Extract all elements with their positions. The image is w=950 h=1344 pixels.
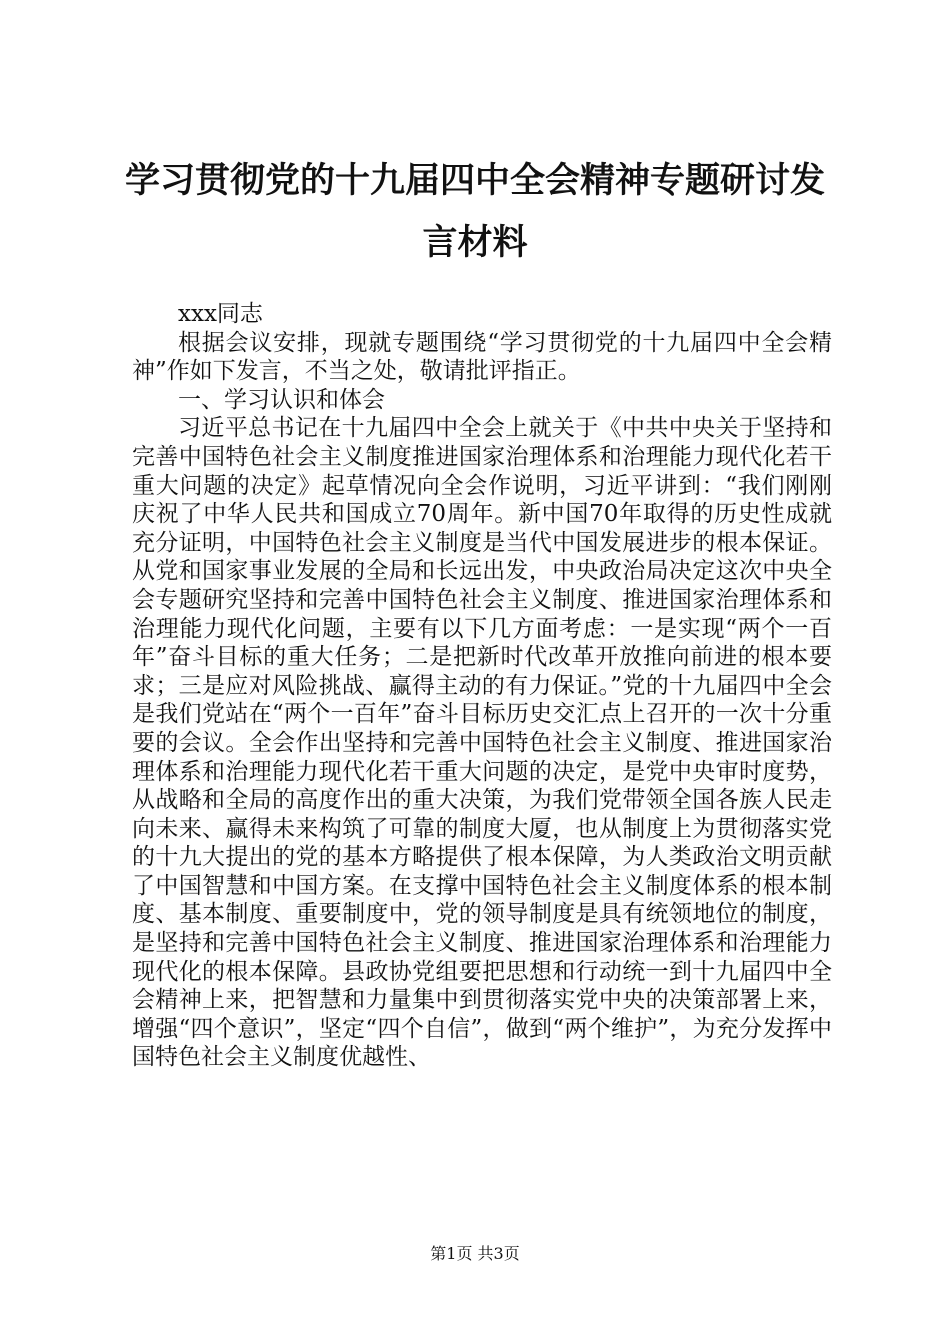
body-paragraph: 习近平总书记在十九届四中全会上就关于《中共中央关于坚持和完善中国特色社会主义制度推进国家治理体系和治理能力现代化若干重大问题的决定》起草情况向全会作说明，习近平讲到：“我们刚刚庆祝了中华人民共和国成立70周年。新中国70年取得的历史性成就充分证明，中国特色社会主义制度是当代中国发展进步的根本保证。从党和国家事业发展的全局和长远出发，中央政治局决定这次中央全会专题研究坚持和完善中国特色社会主义制度、推进国家治理体系和治理能力现代化问题，主要有以下几方面考虑：一是实现“两个一百年”奋斗目标的重大任务；二是把新时代改革开放推向前进的根本要求；三是应对风险挑战、赢得主动的有力保证。”党的十九届四中全会是我们党站在“两个一百年”奋斗目标历史交汇点上召开的一次十分重要的会议。全会作出坚持和完善中国特色社会主义制度、推进国家治理体系和治理能力现代化若干重大问题的决定，是党中央审时度势，从战略和全局的高度作出的重大决策，为我们党带领全国各族人民走向未来、赢得未来构筑了可靠的制度大厦，也从制度上为贯彻落实党的十九大提出的党的基本方略提供了根本保障，为人类政治文明贡献了中国智慧和中国方案。在支撑中国特色社会主义制度体系的根本制度、基本制度、重要制度中，党的领导制度是具有统领地位的制度，是坚持和完善中国特色社会主义制度、推进国家治理体系和治理能力现代化的根本保障。县政协党组要把思想和行动统一到十九届四中全会精神上来，把智慧和力量集中到贯彻落实党中央的决策部署上来，增强“四个意识”，坚定“四个自信”，做到“两个维护”，为充分发挥中国特色社会主义制度优越性、 (132, 415, 832, 1071)
salutation: xxx同志 (178, 301, 263, 327)
document-body (132, 300, 832, 1072)
section-heading: 一、学习认识和体会 (178, 386, 385, 413)
page-number-footer: 第1页 共3页 (430, 1244, 520, 1263)
document-title: 学习贯彻党的十九届四中全会精神专题研讨发言材料 (124, 161, 825, 263)
intro-paragraph: 根据会议安排，现就专题围绕“学习贯彻党的十九届四中全会精神”作如下发言，不当之处，敬请批评指正。 (132, 329, 832, 385)
